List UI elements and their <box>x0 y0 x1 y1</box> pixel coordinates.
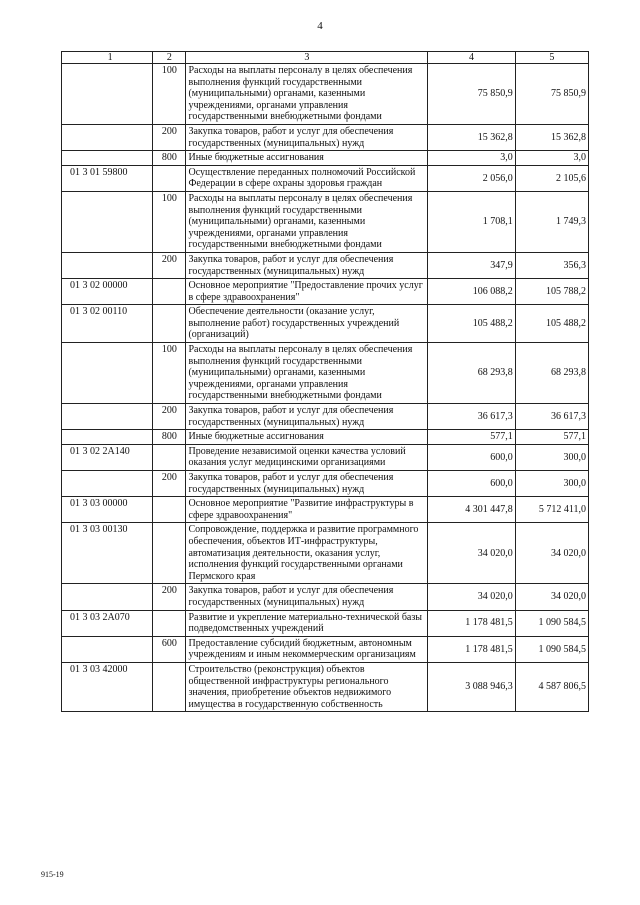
cell-type <box>153 662 186 711</box>
cell-code <box>62 124 153 150</box>
cell-value-5: 105 488,2 <box>515 305 588 343</box>
table-row <box>62 191 589 252</box>
cell-value-4: 15 362,8 <box>428 124 515 150</box>
cell-name: Закупка товаров, работ и услуг для обеспечения государственных (муниципальных) нужд <box>186 124 428 150</box>
cell-value-5: 15 362,8 <box>515 124 588 150</box>
cell-value-4: 4 301 447,8 <box>428 497 515 523</box>
cell-value-4: 3 088 946,3 <box>428 662 515 711</box>
table-row <box>62 584 589 610</box>
cell-code: 01 3 02 00000 <box>62 279 153 305</box>
cell-name: Закупка товаров, работ и услуг для обеспечения государственных (муниципальных) нужд <box>186 584 428 610</box>
header-col-2: 2 <box>153 52 186 64</box>
table-row <box>62 305 589 343</box>
cell-name: Иные бюджетные ассигнования <box>186 151 428 166</box>
cell-name: Обеспечение деятельности (оказание услуг, выполнение работ) государственных учреждений (организаций) <box>186 305 428 343</box>
cell-name: Иные бюджетные ассигнования <box>186 430 428 445</box>
cell-name: Основное мероприятие "Предоставление прочих услуг в сфере здравоохранения" <box>186 279 428 305</box>
table-row <box>62 610 589 636</box>
cell-code: 01 3 02 2А140 <box>62 444 153 470</box>
cell-value-4: 106 088,2 <box>428 279 515 305</box>
cell-code: 01 3 03 00000 <box>62 497 153 523</box>
cell-value-5: 75 850,9 <box>515 64 588 125</box>
table-row <box>62 471 589 497</box>
table-header-row <box>62 52 589 64</box>
cell-type: 800 <box>153 430 186 445</box>
cell-code: 01 3 03 42000 <box>62 662 153 711</box>
cell-type <box>153 610 186 636</box>
cell-value-4: 600,0 <box>428 471 515 497</box>
cell-value-5: 105 788,2 <box>515 279 588 305</box>
header-col-3: 3 <box>186 52 428 64</box>
cell-value-5: 1 090 584,5 <box>515 610 588 636</box>
cell-code: 01 3 02 00110 <box>62 305 153 343</box>
cell-name: Закупка товаров, работ и услуг для обеспечения государственных (муниципальных) нужд <box>186 404 428 430</box>
cell-value-5: 300,0 <box>515 444 588 470</box>
page-number: 4 <box>317 20 323 32</box>
table-body <box>62 64 589 712</box>
header-col-5: 5 <box>515 52 588 64</box>
cell-value-5: 5 712 411,0 <box>515 497 588 523</box>
cell-value-5: 36 617,3 <box>515 404 588 430</box>
cell-type <box>153 444 186 470</box>
cell-name: Основное мероприятие "Развитие инфраструктуры в сфере здравоохранения" <box>186 497 428 523</box>
table-row <box>62 64 589 125</box>
cell-type <box>153 523 186 584</box>
cell-type <box>153 165 186 191</box>
cell-name: Закупка товаров, работ и услуг для обеспечения государственных (муниципальных) нужд <box>186 471 428 497</box>
cell-name: Развитие и укрепление материально-технической базы подведомственных учреждений <box>186 610 428 636</box>
cell-type: 100 <box>153 191 186 252</box>
cell-name: Расходы на выплаты персоналу в целях обеспечения выполнения функций государственными (муниципальными) органами, казенными учреждениями, органами управления государственными внебюджетными фондами <box>186 64 428 125</box>
table-row <box>62 404 589 430</box>
cell-code <box>62 191 153 252</box>
cell-value-5: 34 020,0 <box>515 584 588 610</box>
cell-type: 800 <box>153 151 186 166</box>
cell-code <box>62 252 153 278</box>
table-row <box>62 444 589 470</box>
cell-type: 200 <box>153 584 186 610</box>
table-row <box>62 636 589 662</box>
cell-type: 200 <box>153 404 186 430</box>
cell-value-4: 1 178 481,5 <box>428 636 515 662</box>
cell-name: Расходы на выплаты персоналу в целях обеспечения выполнения функций государственными (муниципальными) органами, казенными учреждениями, органами управления государственными внебюджетными фондами <box>186 191 428 252</box>
cell-name: Закупка товаров, работ и услуг для обеспечения государственных (муниципальных) нужд <box>186 252 428 278</box>
cell-value-4: 3,0 <box>428 151 515 166</box>
cell-code <box>62 636 153 662</box>
cell-name: Предоставление субсидий бюджетным, автономным учреждениям и иным некоммерческим организациям <box>186 636 428 662</box>
cell-code: 01 3 01 59800 <box>62 165 153 191</box>
cell-type: 200 <box>153 124 186 150</box>
cell-value-4: 1 708,1 <box>428 191 515 252</box>
cell-value-4: 34 020,0 <box>428 584 515 610</box>
cell-value-4: 75 850,9 <box>428 64 515 125</box>
cell-name: Сопровождение, поддержка и развитие программного обеспечения, объектов ИТ-инфраструктуры, автоматизация деятельности, оказания услуг, исполнения функций государственными органами Пермского края <box>186 523 428 584</box>
cell-value-4: 1 178 481,5 <box>428 610 515 636</box>
table-row <box>62 497 589 523</box>
header-col-1: 1 <box>62 52 153 64</box>
table-row <box>62 124 589 150</box>
cell-value-4: 34 020,0 <box>428 523 515 584</box>
table-row <box>62 151 589 166</box>
cell-code: 01 3 03 2А070 <box>62 610 153 636</box>
cell-value-4: 347,9 <box>428 252 515 278</box>
cell-value-4: 36 617,3 <box>428 404 515 430</box>
cell-code <box>62 404 153 430</box>
table-row <box>62 523 589 584</box>
cell-name: Расходы на выплаты персоналу в целях обеспечения выполнения функций государственными (муниципальными) органами, казенными учреждениями, органами управления государственными внебюджетными фондами <box>186 343 428 404</box>
budget-table <box>61 51 589 712</box>
cell-value-4: 2 056,0 <box>428 165 515 191</box>
cell-code <box>62 343 153 404</box>
cell-type: 100 <box>153 64 186 125</box>
table-row <box>62 252 589 278</box>
cell-type <box>153 279 186 305</box>
cell-code <box>62 430 153 445</box>
cell-value-5: 3,0 <box>515 151 588 166</box>
cell-type: 100 <box>153 343 186 404</box>
cell-value-4: 105 488,2 <box>428 305 515 343</box>
cell-value-5: 1 749,3 <box>515 191 588 252</box>
cell-type <box>153 497 186 523</box>
cell-value-5: 577,1 <box>515 430 588 445</box>
cell-code <box>62 64 153 125</box>
cell-value-5: 34 020,0 <box>515 523 588 584</box>
cell-code <box>62 471 153 497</box>
cell-code <box>62 584 153 610</box>
cell-value-5: 356,3 <box>515 252 588 278</box>
cell-value-5: 68 293,8 <box>515 343 588 404</box>
cell-value-5: 2 105,6 <box>515 165 588 191</box>
cell-value-5: 4 587 806,5 <box>515 662 588 711</box>
cell-name: Строительство (реконструкция) объектов общественной инфраструктуры регионального значения, приобретение объектов недвижимого имущества в государственную собственность <box>186 662 428 711</box>
cell-value-5: 1 090 584,5 <box>515 636 588 662</box>
cell-value-4: 68 293,8 <box>428 343 515 404</box>
cell-value-4: 577,1 <box>428 430 515 445</box>
table-row <box>62 279 589 305</box>
cell-name: Осуществление переданных полномочий Российской Федерации в сфере охраны здоровья граждан <box>186 165 428 191</box>
cell-type: 200 <box>153 471 186 497</box>
cell-name: Проведение независимой оценки качества условий оказания услуг медицинскими организациями <box>186 444 428 470</box>
table-row <box>62 165 589 191</box>
cell-value-4: 600,0 <box>428 444 515 470</box>
table-row <box>62 430 589 445</box>
table-row <box>62 343 589 404</box>
cell-type: 600 <box>153 636 186 662</box>
cell-type <box>153 305 186 343</box>
cell-type: 200 <box>153 252 186 278</box>
footer-code: 915-19 <box>41 870 64 879</box>
header-col-4: 4 <box>428 52 515 64</box>
table-row <box>62 662 589 711</box>
cell-code: 01 3 03 00130 <box>62 523 153 584</box>
cell-code <box>62 151 153 166</box>
cell-value-5: 300,0 <box>515 471 588 497</box>
